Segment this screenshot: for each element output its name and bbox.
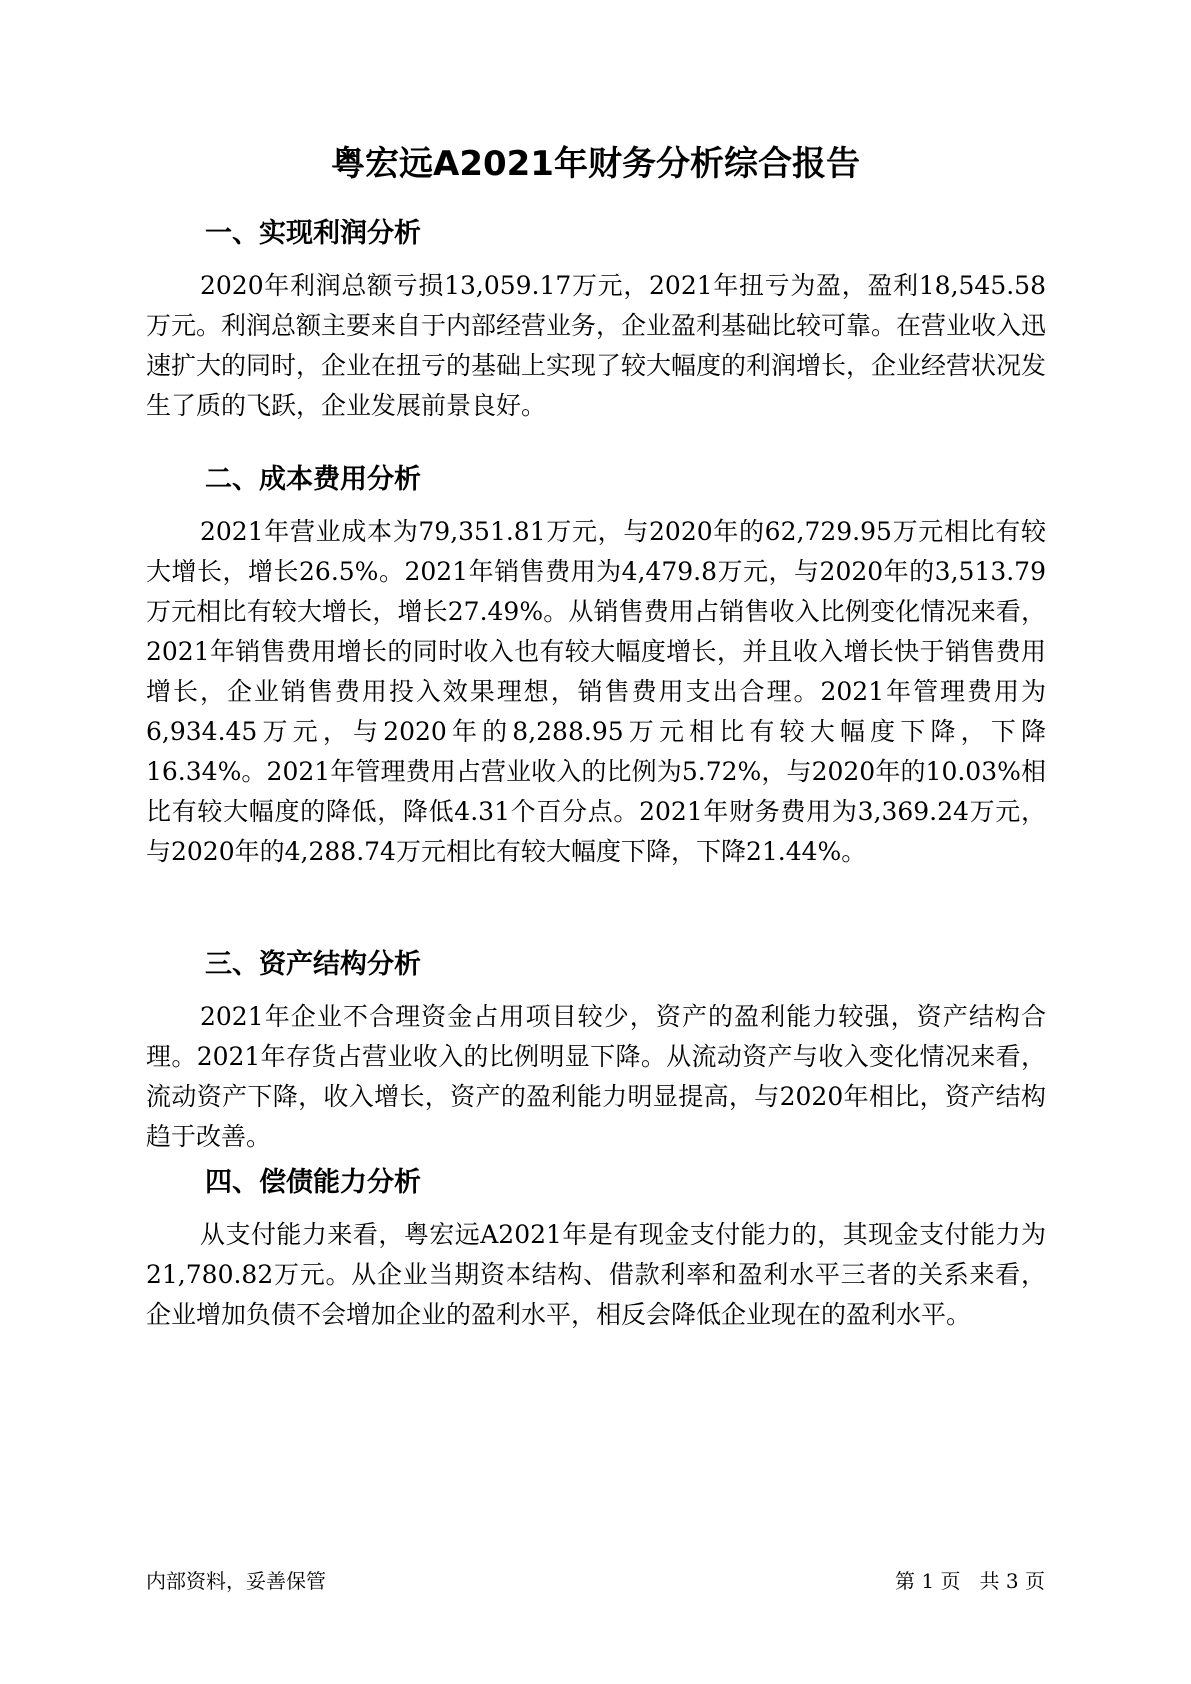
section-heading-profit: 一、实现利润分析	[205, 218, 421, 249]
section-paragraph-assets: 2021年企业不合理资金占用项目较少，资产的盈利能力较强，资产结构合理。2021年存货占营业收入的比例明显下降。从流动资产与收入变化情况来看，流动资产下降，收入增长，资产的盈利能力明显提高，与2020年相比，资产结构趋于改善。	[146, 1002, 1046, 1151]
section-heading-cost: 二、成本费用分析	[205, 464, 421, 495]
section-heading-solvency: 四、偿债能力分析	[205, 1167, 421, 1198]
section-paragraph-solvency: 从支付能力来看，粤宏远A2021年是有现金支付能力的，其现金支付能力为21,780.82万元。从企业当期资本结构、借款利率和盈利水平三者的关系来看，企业增加负债不会增加企业的盈利水平，相反会降低企业现在的盈利水平。	[146, 1220, 1046, 1329]
section-heading-assets: 三、资产结构分析	[205, 949, 421, 980]
footer-page-number: 第 1 页 共 3 页	[895, 1569, 1045, 1593]
footer-confidential-note: 内部资料，妥善保管	[146, 1569, 326, 1593]
page-title: 粤宏远A2021年财务分析综合报告	[331, 144, 860, 184]
section-paragraph-profit: 2020年利润总额亏损13,059.17万元，2021年扭亏为盈，盈利18,545.58万元。利润总额主要来自于内部经营业务，企业盈利基础比较可靠。在营业收入迅速扩大的同时，企业在扭亏的基础上实现了较大幅度的利润增长，企业经营状况发生了质的飞跃，企业发展前景良好。	[146, 271, 1047, 420]
section-paragraph-cost: 2021年营业成本为79,351.81万元，与2020年的62,729.95万元相比有较大增长，增长26.5%。2021年销售费用为4,479.8万元，与2020年的3,513.79万元相比有较大增长，增长27.49%。从销售费用占销售收入比例变化情况来看，2021年销售费用增长的同时收入也有较大幅度增长，并且收入增长快于销售费用增长，企业销售费用投入效果理想，销售费用支出合理。2021年管理费用为6,934.45万元，与2020年的8,288.95万元相比有较大幅度下降，下降16.34%。2021年管理费用占营业收入的比例为5.72%，与2020年的10.03%相比有较大幅度的降低，降低4.31个百分点。2021年财务费用为3,369.24万元，与2020年的4,288.74万元相比有较大幅度下降，下降21.44%。	[146, 517, 1046, 866]
